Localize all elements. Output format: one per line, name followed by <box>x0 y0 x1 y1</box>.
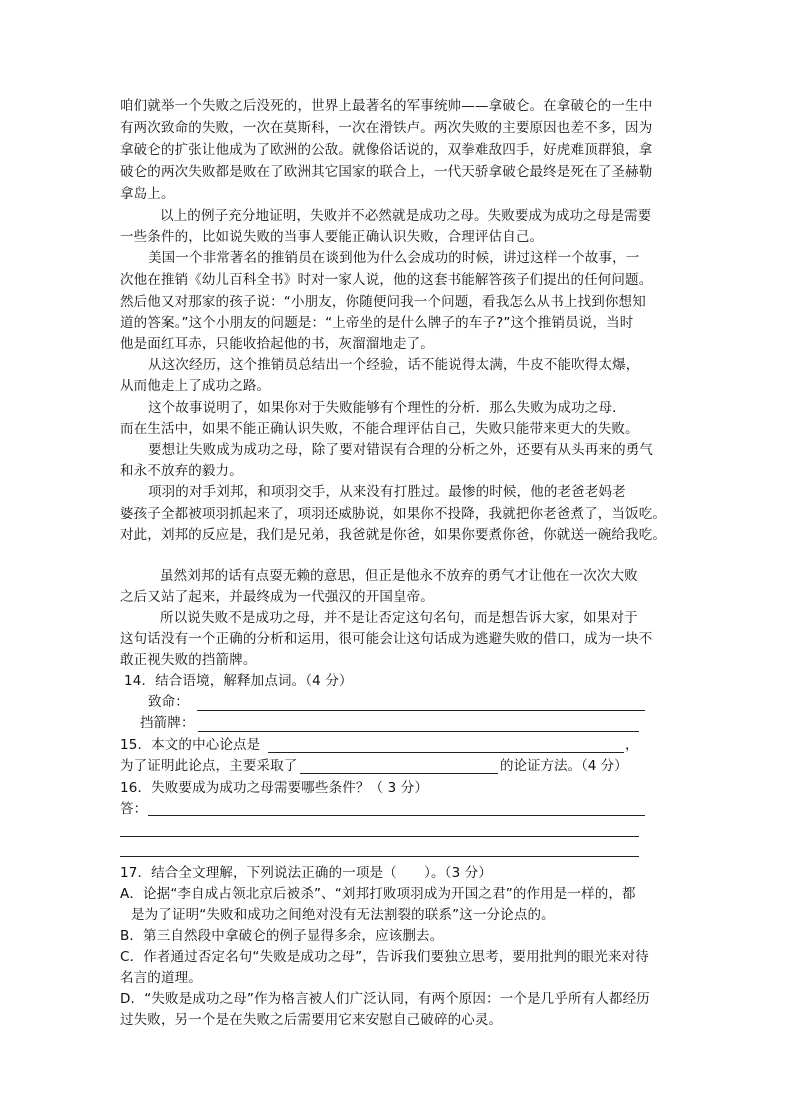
text-line: 从这次经历，这个推销员总结出一个经验，话不能说得太满，牛皮不能吹得太爆， <box>148 357 640 373</box>
text-line: 然后他又对那家的孩子说：“小朋友，你随便问我一个问题，看我怎么从书上找到你想知 <box>120 294 646 310</box>
q17-option-c[interactable]: C．作者通过否定名句“失败是成功之母”，告诉我们要独立思考，要用批判的眼光来对待 <box>120 949 649 965</box>
text-line: 敢正视失败的挡箭牌。 <box>120 652 257 668</box>
text-line: 这句话没有一个正确的分析和运用，很可能会让这句话成为逃避失败的借口，成为一块不 <box>120 631 653 647</box>
text-line: 拿岛上。 <box>120 186 175 202</box>
q17-option-c-cont: 名言的道理。 <box>120 970 202 986</box>
text-line: 和永不放弃的毅力。 <box>120 463 243 479</box>
text-line: 有两次致命的失败，一次在莫斯科，一次在滑铁卢。两次失败的主要原因也差不多，因为 <box>120 120 653 136</box>
q17-option-a-cont: 是为了证明“失败和成功之间绝对没有无法割裂的联系”这一分论点的。 <box>131 907 555 923</box>
question-14-stem: 14．结合语境，解释加点词。（4 分） <box>124 673 353 689</box>
text-line: 婆孩子全都被项羽抓起来了，项羽还威胁说，如果你不投降，我就把你老爸煮了，当饭吃。 <box>120 506 666 522</box>
text-line: 项羽的对手刘邦，和项羽交手，从来没有打胜过。最惨的时候，他的老爸老妈老 <box>148 484 626 500</box>
text-line: 对此，刘邦的反应是，我们是兄弟，我爸就是你爸，如果你要煮你爸，你就送一碗给我吃。 <box>120 527 666 543</box>
q17-option-d-cont: 过失败，另一个是在失败之后需要用它来安慰自己破碎的心灵。 <box>120 1012 503 1028</box>
text-line: 而在生活中，如果不能正确认识失败，不能合理评估自己，失败只能带来更大的失败。 <box>120 421 639 437</box>
question-16-stem: 16．失败要成为成功之母需要哪些条件？（ 3 分） <box>120 780 429 796</box>
text-line: 破仑的两次失败都是败在了欧洲其它国家的联合上，一代天骄拿破仑最终是死在了圣赫勒 <box>120 164 653 180</box>
question-17-stem: 17．结合全文理解，下列说法正确的一项是（ ）。（3 分） <box>120 865 493 881</box>
q14-answer-line-2[interactable] <box>198 731 639 732</box>
q16-answer-line-1[interactable] <box>148 815 645 816</box>
q15-line2-tail: 的论证方法。（4 分） <box>500 758 628 774</box>
q16-answer-line-3[interactable] <box>120 856 639 857</box>
q16-answer-label: 答： <box>120 801 148 817</box>
question-15-stem: 15．本文的中心论点是 <box>120 737 261 753</box>
text-line: 道的答案。”这个小朋友的问题是：“上帝坐的是什么牌子的车子?”这个推销员说，当时 <box>120 315 634 331</box>
text-line: 咱们就举一个失败之后没死的，世界上最著名的军事统帅——拿破仑。在拿破仑的一生中 <box>120 98 653 114</box>
text-line: 他是面红耳赤，只能收拾起他的书，灰溜溜地走了。 <box>120 336 434 352</box>
q14-answer-line-1[interactable] <box>197 710 645 711</box>
q15-comma: ， <box>625 737 639 753</box>
text-line: 一些条件的，比如说失败的当事人要能正确认识失败，合理评估自己。 <box>120 229 544 245</box>
text-line: 所以说失败不是成功之母，并不是让否定这句名句，而是想告诉大家，如果对于 <box>160 610 638 626</box>
text-line: 要想让失败成为成功之母，除了要对错误有合理的分析之外，还要有从头再来的勇气 <box>148 442 654 458</box>
q15-method-blank[interactable] <box>300 773 498 774</box>
q17-option-d[interactable]: D．“失败是成功之母”作为格言被人们广泛认同，有两个原因：一个是几乎所有人都经历 <box>120 991 650 1007</box>
q16-answer-line-2[interactable] <box>120 836 639 837</box>
text-line: 拿破仑的扩张让他成为了欧洲的公敌。就像俗话说的，双拳难敌四手，好虎难顶群狼，拿 <box>120 142 653 158</box>
q14-term-label: 挡箭牌： <box>140 715 195 731</box>
text-line: 虽然刘邦的话有点耍无赖的意思，但正是他永不放弃的勇气才让他在一次次大败 <box>160 568 638 584</box>
text-line: 从而他走上了成功之路。 <box>120 378 271 394</box>
text-line: 以上的例子充分地证明，失败并不必然就是成功之母。失败要成为成功之母是需要 <box>160 208 652 224</box>
text-line: 美国一个非常著名的推销员在谈到他为什么会成功的时候，讲过这样一个故事，一 <box>148 250 640 266</box>
q17-option-a[interactable]: A．论据“李自成占领北京后被杀”、“刘邦打败项羽成为开国之君”的作用是一样的，都 <box>120 886 636 902</box>
text-line: 之后又站了起来，并最终成为一代强汉的开国皇帝。 <box>120 589 434 605</box>
text-line: 次他在推销《幼儿百科全书》时对一家人说，他的这套书能解答孩子们提出的任何问题。 <box>120 272 653 288</box>
q14-term-label: 致命： <box>148 694 189 710</box>
text-line: 这个故事说明了，如果你对于失败能够有个理性的分析．那么失败为成功之母． <box>148 400 626 416</box>
q15-thesis-blank[interactable] <box>268 752 624 753</box>
q17-option-b[interactable]: B．第三自然段中拿破仑的例子显得多余，应该删去。 <box>120 928 444 944</box>
question-15-line2: 为了证明此论点，主要采取了 <box>120 758 298 774</box>
